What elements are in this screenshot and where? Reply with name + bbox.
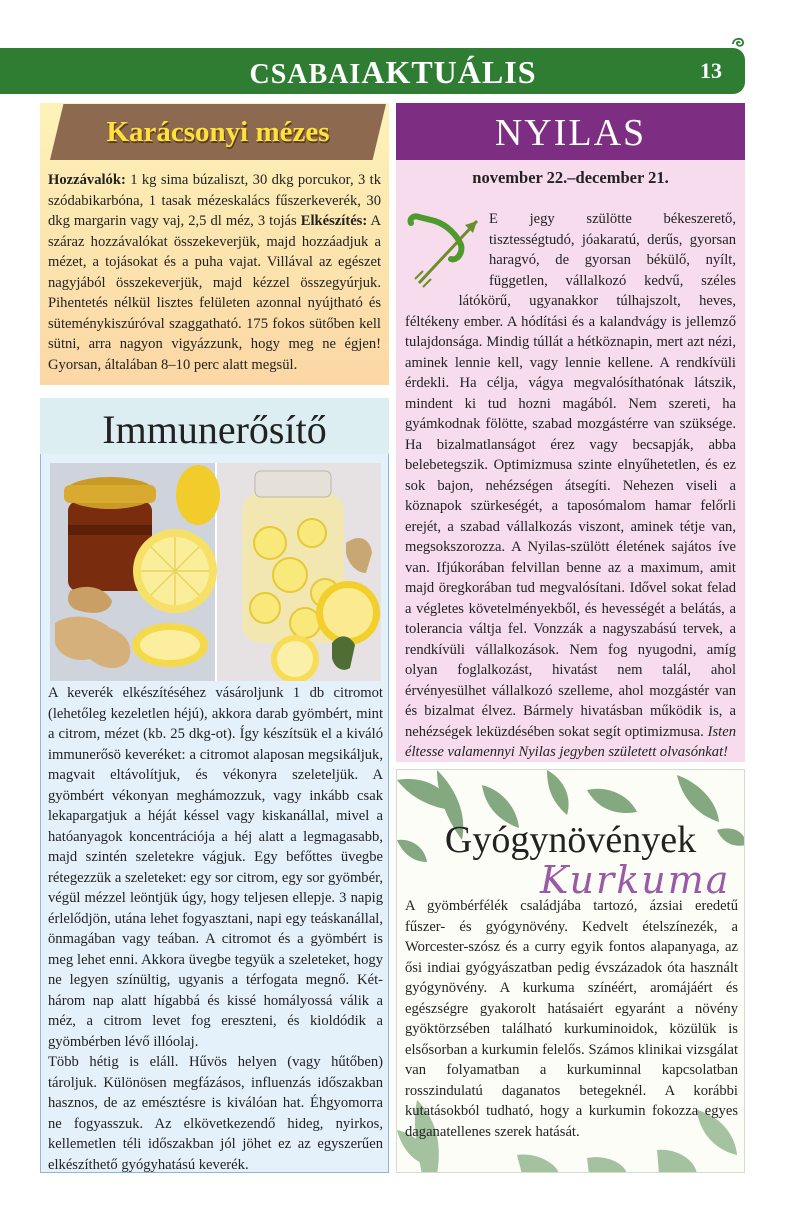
preparation-label: Elkészítés: bbox=[300, 213, 368, 229]
ingredients-text: 1 kg sima búzaliszt, 30 dkg porcukor, 3 tk szódabikarbóna, 1 tasak mézeskalács fűszerkeverék, 30 dkg margarin vagy vaj, 2,5 dl méz, 3 tojás bbox=[48, 172, 381, 229]
herbs-text: A gyömbérfélék családjába tartozó, ázsiai eredetű fűszer- és gyógynövény. Kedvelt ételszínezék, a Worcester-szósz és a curry egyik fontos alapanyaga, az ősi indiai gyógyászatban pedig évszázadok óta használt gyógynövény. A kurkuma színéért, aromájáért és egészségre gyakorolt hatásaiért egyaránt a növény gyöktörzsében található kurkuminoidok, közülük is elsősorban a kurkumin felelős. Számos klinikai vizsgálat van folyamatban a kurkuminnal kapcsolatban rosszindulatú daganatos betegeknél. A korábbi kutatásokból tudható, hogy a kurkumin fokozza egyes daganatellenes szerek hatását. bbox=[405, 898, 738, 1140]
horoscope-text bbox=[405, 209, 736, 763]
horoscope-closing: Isten éltesse valamennyi Nyilas jegyben született olvasónkat! bbox=[405, 723, 736, 760]
herbs-subtitle: Kurkuma bbox=[540, 858, 731, 902]
preparation-text: A száraz hozzávalókat összekeverjük, majd hozzáadjuk a mézet, a tojásokat és a puha vajat. Villával az egészet nagyjából összekeverjük, majd kézzel összegyúrjuk. Pihentetés nélkül lisztes felületen azonnal nyújtható és süteménykiszúróval szaggatható. 175 fokos sütőben kell sütni, arra nagyon vigyázzunk, hogy meg ne égjen! Gyorsan, általában 8–10 perc alatt megsül. bbox=[48, 213, 381, 373]
recipe-title: Karácsonyi mézes bbox=[106, 116, 330, 148]
immune-paragraph-1: A keverék elkészítéséhez vásároljunk 1 db citromot (lehetőleg kezeletlen héjú), akkora darab gyömbért, mint a citrom, mézet (kb. 25 dkg-ot). Így készítsük el a kiváló immunerősö keveréket: a citromot alaposan megsikáljuk, magvait eltávolítjuk, és vékonyra szeleteljük. A gyömbért vékonyan meghámozzuk, vagy inkább csak lekapargatjuk a héját késsel vagy kiskanállal, mivel a hatóanyagok koncentrációja a héj alatt a legmagasabb, majd szintén szeletekre vágjuk. Egy befőttes üvegbe rétegezzük a szeleteket: egy sor citrom, egy sor gyömbér, végül mézzel leöntjük úgy, hogy teljesen ellepje. 3 napig érlelődjön, utána lehet fogyasztani, napi egy teáskanállal, önmagában vagy teában. A citromot és a gyömbért is meg lehet enni. Akkora üvegbe tegyük a szeleteket, hogy ne legyen színültig, ugyanis a térfogata megnő. Két-három nap alatt hígabbá és kissé homályossá válik a méz, a citrom levet fog ereszteni, és kioldódik a gyömbérben lévő illóolaj. bbox=[48, 685, 383, 1050]
honey-lemon-ginger-photo bbox=[50, 463, 381, 681]
ingredients-label: Hozzávalók: bbox=[48, 172, 126, 188]
title-part-2: AKTUÁLIS bbox=[361, 54, 537, 90]
horoscope-date: november 22.–december 21. bbox=[472, 168, 669, 187]
horoscope-body-text: E jegy szülötte békeszerető, tisztességtudó, jóakaratú, derűs, gyorsan haragvó, de gyorsan békülő, nyílt, független, vállalkozó kedvű, széles látókörű, ugyanakkor túlhajszolt, heves, féltékeny ember. A hódítási és a kalandvágy is jellemző tulajdonsága. Mindig túllát a hétköznapin, mert azt nézi, aminek lennie kell, vagy lennie kellene. A rendkívüli érdekli. Ha célja, vágya megvalósíthatónak látszik, mindent ki tud hozni magából. Nem szereti, ha gyámkodnak fölötte, szabad mozgástérre van szüksége. Ha bizalmatlanságot érez vagy becsapják, abba belebetegszik. Optimizmusa szinte elnyűhetetlen, és ez sok bajon, nehézségen átsegíti. Nehezen viseli a köznapok szürkeségét, a taposómalom hamar felőrli erejét, a szabad vállalkozás viszont, aminek tétje van, megsokszorozza. A Nyilas-szülött életének sajátos íve van. Ifjúkorában felvillan benne az a maximum, amit majd öregkorában tud megvalósítani. Idővel sokat felad a végletes követelményekből, és hevességét a belátás, a tolerancia váltja fel. Vonzzák a nagyszabású tervek, a rendkívüli vállalkozások. Nem fog nyugodni, amíg olyan foglalkozást, hivatást nem talál, ahol érvényesülhet vállalkozó szelleme, ahol mozgástér van és bizalmat élvez. Bármely hivatásban működik is, a nehézségek leküzdésében sokat segít optimizmusa. bbox=[405, 211, 736, 740]
immune-paragraph-2: Több hétig is eláll. Hűvös helyen (vagy hűtőben) tároljuk. Különösen megfázásos, influenzás időszakban hasznos, de az emésztésre is kiválóan hat. Éhgyomorra ne fogyasszuk. Az elkövetkezendő hideg, nyirkos, kellemetlen téli időszakban jól jöhet ez az egyszerűen elkészíthető gyógyhatású keverék. bbox=[48, 1054, 383, 1173]
sagittarius-symbol-icon bbox=[405, 209, 485, 293]
page-number: 13 bbox=[700, 58, 722, 83]
recipe-text bbox=[48, 170, 381, 375]
horoscope-title: NYILAS bbox=[494, 112, 647, 154]
immune-title: Immunerősítő bbox=[40, 398, 389, 454]
magazine-title bbox=[0, 48, 786, 94]
title-part-1: CSABAI bbox=[249, 59, 362, 90]
herbs-title: Gyógynövények bbox=[444, 819, 697, 861]
immune-text bbox=[48, 683, 383, 1175]
